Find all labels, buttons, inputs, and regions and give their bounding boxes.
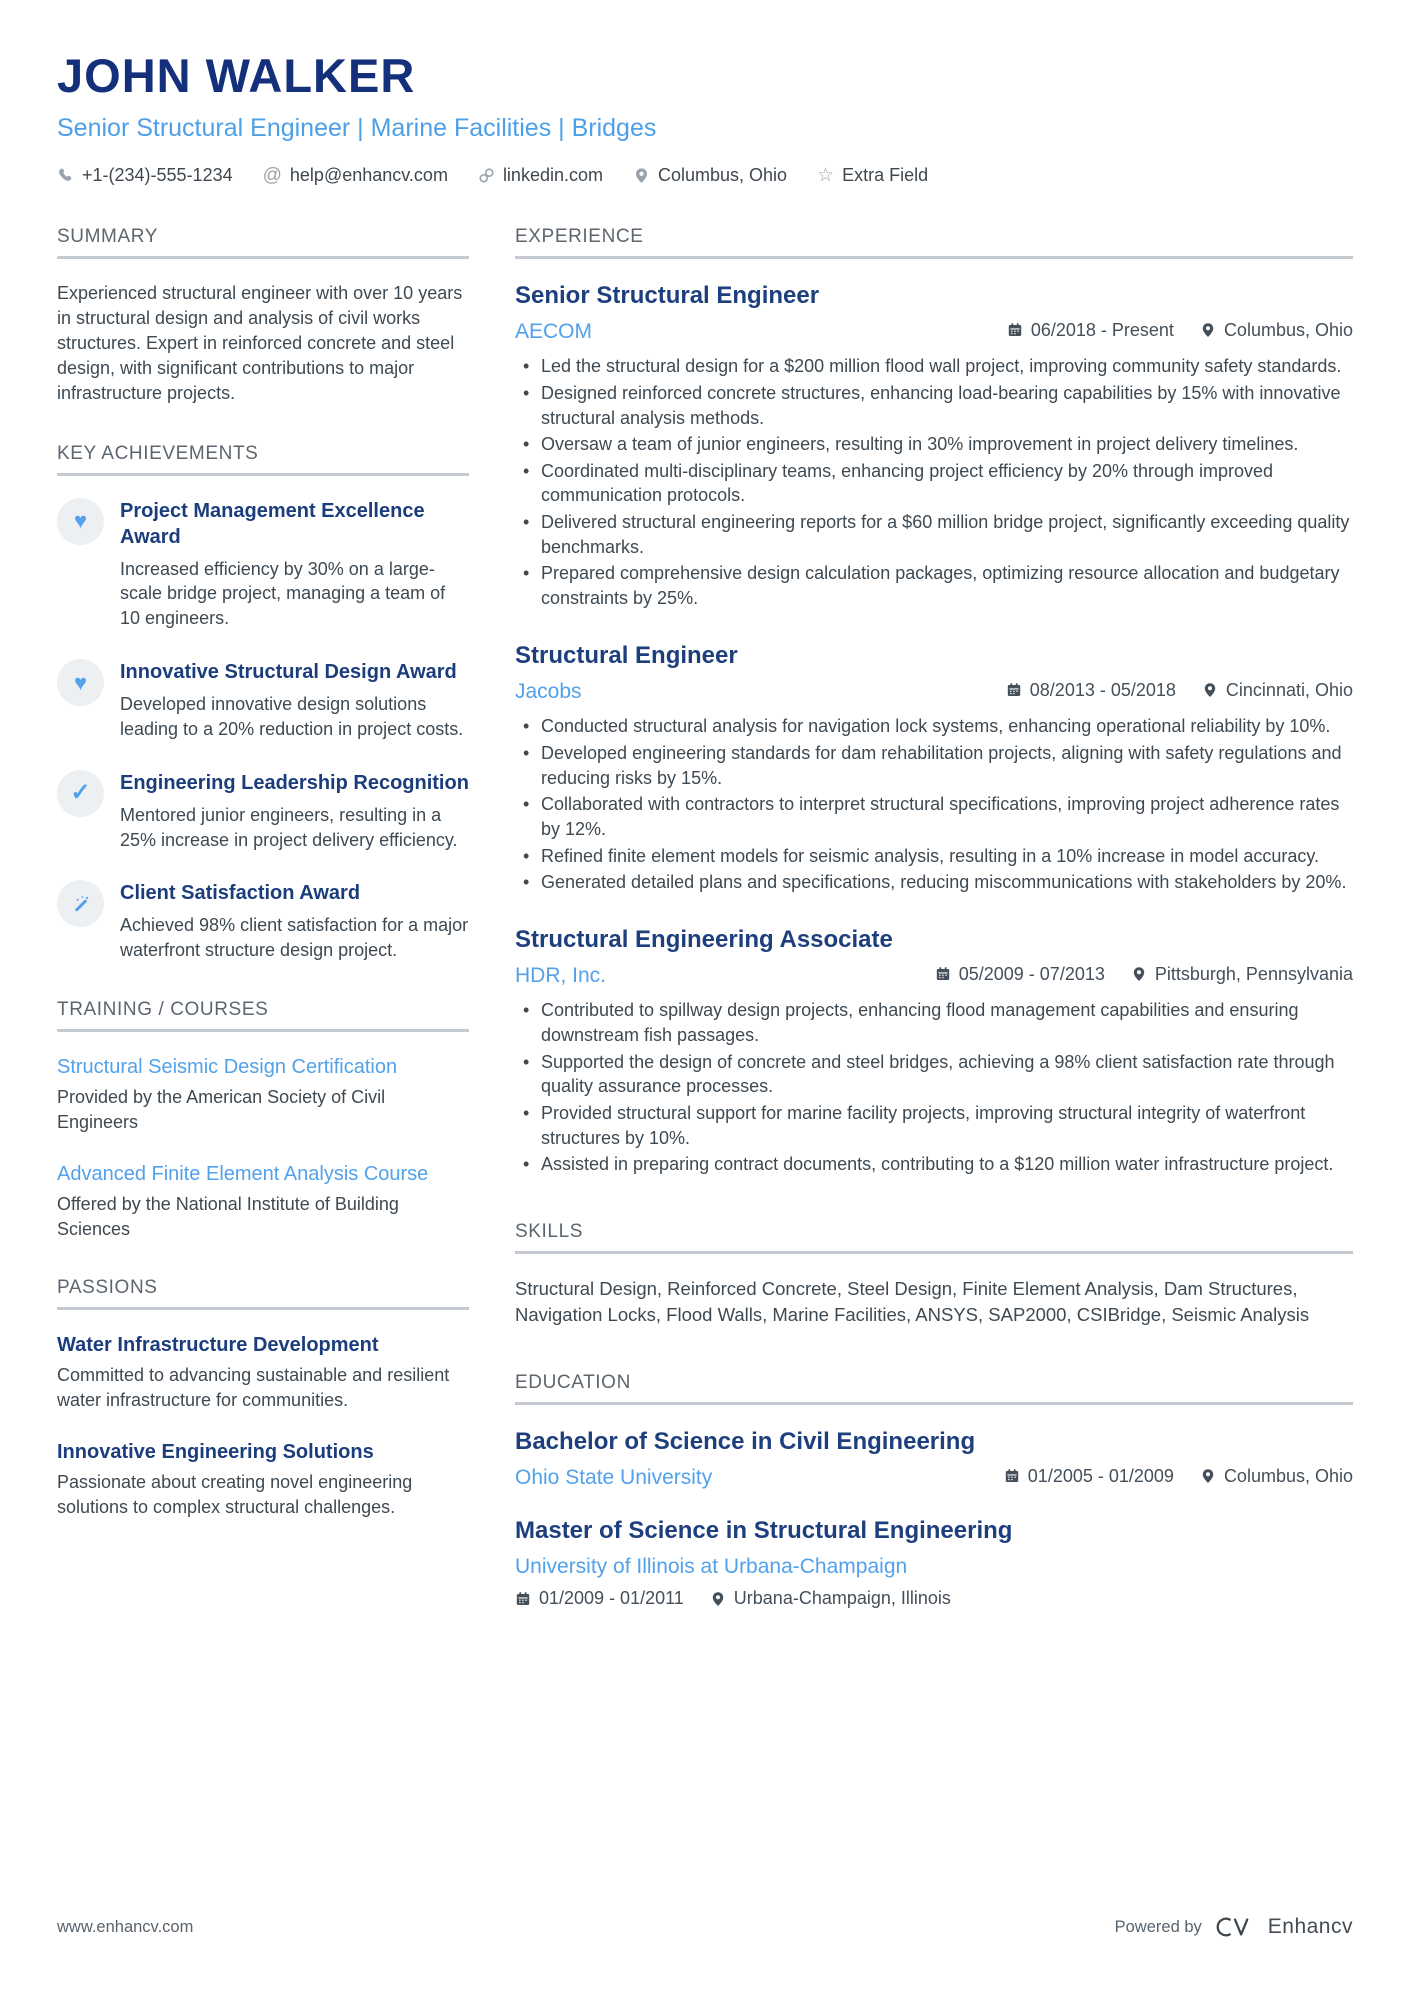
job-dates-text: 05/2009 - 07/2013	[958, 963, 1105, 984]
resume-columns	[57, 226, 1353, 1648]
degree-title: Bachelor of Science in Civil Engineering	[515, 1427, 976, 1455]
contact-email[interactable]	[263, 165, 448, 186]
achievement-title: Engineering Leadership Recognition	[120, 771, 469, 794]
contact-phone	[57, 165, 233, 186]
enhancv-brand-text: Enhancv	[1267, 1915, 1353, 1938]
job-dates	[935, 964, 1105, 985]
training-item-title: Structural Seismic Design Certification	[57, 1056, 398, 1079]
job-location	[1202, 680, 1353, 701]
contact-extra-field	[817, 165, 928, 186]
job-location-text: Pittsburgh, Pennsylvania	[1154, 963, 1353, 984]
at-icon: @	[262, 164, 282, 186]
achievement-title: Project Management Excellence Award	[120, 499, 425, 548]
job-meta	[935, 964, 1353, 985]
education-meta	[515, 1588, 951, 1609]
summary-heading: SUMMARY	[57, 226, 469, 259]
right-column	[515, 226, 1353, 1648]
enhancv-logo-icon	[1214, 1915, 1256, 1939]
job-meta	[1006, 680, 1353, 701]
job-location-text: Columbus, Ohio	[1223, 319, 1353, 340]
calendar-icon	[935, 966, 951, 982]
job-company: AECOM	[515, 320, 593, 344]
achievement-title: Innovative Structural Design Award	[120, 661, 457, 684]
summary-text: Experienced structural engineer with over 10 years in structural design and analysis of civil works structures. Expert in reinforced concrete and steel design, with significant contributions to major infrastructure projects.	[57, 282, 463, 404]
education-location	[1200, 1466, 1353, 1487]
job-meta	[1007, 320, 1353, 341]
achievement-text: Developed innovative design solutions leading to a 20% reduction in project costs.	[120, 694, 464, 739]
achievement-text: Increased efficiency by 30% on a large-scale bridge project, managing a team of 10 engineers.	[120, 558, 446, 629]
degree-title: Master of Science in Structural Engineering	[515, 1517, 1013, 1545]
education-meta	[1004, 1466, 1353, 1487]
achievement-item	[57, 498, 469, 631]
job-title: Senior Structural Engineer	[515, 281, 820, 309]
achievement-icon-circle	[57, 880, 104, 927]
school-name: Ohio State University	[515, 1466, 713, 1490]
passions-heading: PASSIONS	[57, 1277, 469, 1310]
education-location-text: Columbus, Ohio	[1223, 1465, 1353, 1486]
location-icon	[1202, 682, 1218, 698]
job-meta-row	[515, 680, 1353, 705]
skills-section	[515, 1221, 1353, 1328]
passion-item	[57, 1439, 469, 1520]
job-dates	[1007, 320, 1174, 341]
education-section	[515, 1372, 1353, 1612]
location-icon	[1200, 1468, 1216, 1484]
skills-text: Structural Design, Reinforced Concrete, Steel Design, Finite Element Analysis, Dam Structures, Navigation Locks, Flood Walls, Marine Facilities, ANSYS, SAP2000, CSIBridge, Seismic Analysis	[515, 1277, 1310, 1325]
contact-location-text: Columbus, Ohio	[657, 164, 788, 185]
education-location-text: Urbana-Champaign, Illinois	[733, 1588, 951, 1609]
education-entry	[515, 1427, 1353, 1491]
job-title: Structural Engineer	[515, 641, 738, 669]
job-bullet: • Developed engineering standards for dam rehabilitation projects, aligning with safety regulations and reducing risks by 15%.	[515, 741, 1353, 790]
left-column	[57, 226, 469, 1556]
school-name: University of Illinois at Urbana-Champaign	[515, 1555, 908, 1579]
job-bullet: • Delivered structural engineering reports for a $60 million bridge project, significantly exceeding quality benchmarks.	[515, 510, 1353, 559]
achievement-text: Achieved 98% client satisfaction for a major waterfront structure design project.	[120, 915, 469, 961]
job-dates	[1006, 680, 1176, 701]
wand-icon	[71, 894, 91, 914]
passions-section	[57, 1277, 469, 1519]
achievement-item	[57, 770, 469, 853]
job-bullet: • Collaborated with contractors to interpret structural specifications, improving project adherence rates by 12%.	[515, 792, 1353, 841]
training-item-text: Offered by the National Institute of Building Sciences	[57, 1193, 399, 1239]
job-bullet: • Coordinated multi-disciplinary teams, enhancing project efficiency by 20% through improved communication protocols.	[515, 459, 1353, 508]
location-icon	[710, 1591, 726, 1607]
job-dates-text: 08/2013 - 05/2018	[1029, 679, 1176, 700]
experience-heading: EXPERIENCE	[515, 226, 1353, 259]
job-bullet: • Contributed to spillway design projects, enhancing flood management capabilities and ensuring downstream fish passages.	[515, 998, 1353, 1047]
achievement-body	[120, 498, 469, 631]
job-meta-row	[515, 320, 1353, 345]
key-achievements-heading: KEY ACHIEVEMENTS	[57, 443, 469, 476]
job-bullet: • Generated detailed plans and specifications, reducing miscommunications with stakeholders by 20%.	[515, 870, 1353, 895]
job-bullet: • Led the structural design for a $200 million flood wall project, improving community safety standards.	[515, 354, 1353, 379]
education-dates	[1004, 1466, 1174, 1487]
phone-icon	[57, 167, 74, 184]
achievement-item	[57, 880, 469, 963]
job-bullets	[515, 354, 1353, 611]
achievement-icon-circle	[57, 659, 104, 706]
contact-email-text: help@enhancv.com	[289, 164, 448, 185]
job-entry	[515, 641, 1353, 895]
experience-section	[515, 226, 1353, 1177]
job-bullet: • Oversaw a team of junior engineers, resulting in 30% improvement in project delivery timelines.	[515, 432, 1353, 457]
job-company: HDR, Inc.	[515, 964, 607, 988]
contact-row	[57, 165, 1353, 186]
education-meta-row	[515, 1466, 1353, 1491]
job-entry	[515, 281, 1353, 611]
job-bullets	[515, 998, 1353, 1177]
education-dates-text: 01/2005 - 01/2009	[1027, 1465, 1174, 1486]
job-location	[1200, 320, 1353, 341]
key-achievements-section	[57, 443, 469, 963]
education-entry	[515, 1516, 1353, 1612]
contact-linkedin[interactable]	[478, 165, 603, 186]
education-heading: EDUCATION	[515, 1372, 1353, 1405]
education-location	[710, 1588, 951, 1609]
person-title: Senior Structural Engineer | Marine Facilities | Bridges	[57, 113, 657, 142]
education-school-row	[515, 1555, 1353, 1579]
skills-heading: SKILLS	[515, 1221, 1353, 1254]
training-item	[57, 1161, 469, 1242]
contact-extra-field-text: Extra Field	[842, 164, 929, 185]
footer-site-link[interactable]: www.enhancv.com	[57, 1917, 194, 1936]
calendar-icon	[515, 1591, 531, 1607]
job-bullets	[515, 714, 1353, 895]
achievement-icon-circle	[57, 770, 104, 817]
achievement-icon-circle	[57, 498, 104, 545]
person-name: JOHN WALKER	[57, 49, 416, 102]
job-bullet: • Assisted in preparing contract documents, contributing to a $120 million water infrastructure project.	[515, 1152, 1353, 1177]
resume-header	[57, 50, 1353, 186]
achievement-item	[57, 659, 469, 742]
location-icon	[1200, 322, 1216, 338]
job-dates-text: 06/2018 - Present	[1030, 319, 1174, 340]
contact-phone-text: +1-(234)-555-1234	[82, 164, 233, 185]
contact-location	[633, 165, 787, 186]
passion-item-title: Innovative Engineering Solutions	[57, 1441, 374, 1464]
job-entry	[515, 925, 1353, 1177]
summary-section	[57, 226, 469, 407]
page-footer	[57, 1915, 1353, 1939]
job-bullet: • Conducted structural analysis for navigation lock systems, enhancing operational reliability by 10%.	[515, 714, 1353, 739]
job-title: Structural Engineering Associate	[515, 925, 893, 953]
job-location-text: Cincinnati, Ohio	[1225, 679, 1353, 700]
check-icon: ✓	[70, 779, 91, 807]
passion-item	[57, 1332, 469, 1413]
achievement-body	[120, 880, 469, 963]
location-icon	[1131, 966, 1147, 982]
heart-icon: ♥	[73, 669, 88, 695]
calendar-icon	[1006, 682, 1022, 698]
education-dates-text: 01/2009 - 01/2011	[539, 1588, 684, 1609]
job-bullet: • Designed reinforced concrete structures, enhancing load-bearing capabilities by 15% with innovative structural analysis methods.	[515, 381, 1353, 430]
job-bullet: • Provided structural support for marine facility projects, improving structural integrity of waterfront structures by 10%.	[515, 1101, 1353, 1150]
job-location	[1131, 964, 1353, 985]
achievement-title: Client Satisfaction Award	[120, 882, 361, 905]
job-bullet: • Refined finite element models for seismic analysis, resulting in a 10% increase in model accuracy.	[515, 844, 1353, 869]
star-icon: ☆	[817, 164, 835, 186]
job-bullet: • Prepared comprehensive design calculation packages, optimizing resource allocation and budgetary constraints by 25%.	[515, 561, 1353, 610]
passion-item-text: Passionate about creating novel engineering solutions to complex structural challenges.	[57, 1472, 413, 1517]
training-section	[57, 999, 469, 1241]
link-icon	[478, 167, 495, 184]
job-bullet: • Supported the design of concrete and steel bridges, achieving a 98% client satisfaction rate through quality assurance processes.	[515, 1050, 1353, 1099]
calendar-icon	[1007, 322, 1023, 338]
training-item-text: Provided by the American Society of Civil Engineers	[57, 1087, 386, 1132]
powered-by-text: Powered by	[1114, 1917, 1202, 1936]
achievement-text: Mentored junior engineers, resulting in a 25% increase in project delivery efficiency.	[120, 804, 458, 850]
job-company: Jacobs	[515, 680, 582, 704]
location-icon	[633, 167, 650, 184]
powered-by[interactable]	[1115, 1915, 1353, 1939]
passion-item-text: Committed to advancing sustainable and resilient water infrastructure for communities.	[57, 1365, 450, 1411]
education-dates	[515, 1588, 684, 1609]
calendar-icon	[1004, 1468, 1020, 1484]
contact-linkedin-text: linkedin.com	[502, 164, 603, 185]
training-item	[57, 1054, 469, 1135]
achievement-body	[120, 770, 469, 853]
training-item-title: Advanced Finite Element Analysis Course	[57, 1162, 429, 1185]
passion-item-title: Water Infrastructure Development	[57, 1334, 379, 1357]
heart-icon: ♥	[73, 508, 88, 534]
training-heading: TRAINING / COURSES	[57, 999, 469, 1032]
achievement-body	[120, 659, 469, 742]
job-meta-row	[515, 964, 1353, 989]
